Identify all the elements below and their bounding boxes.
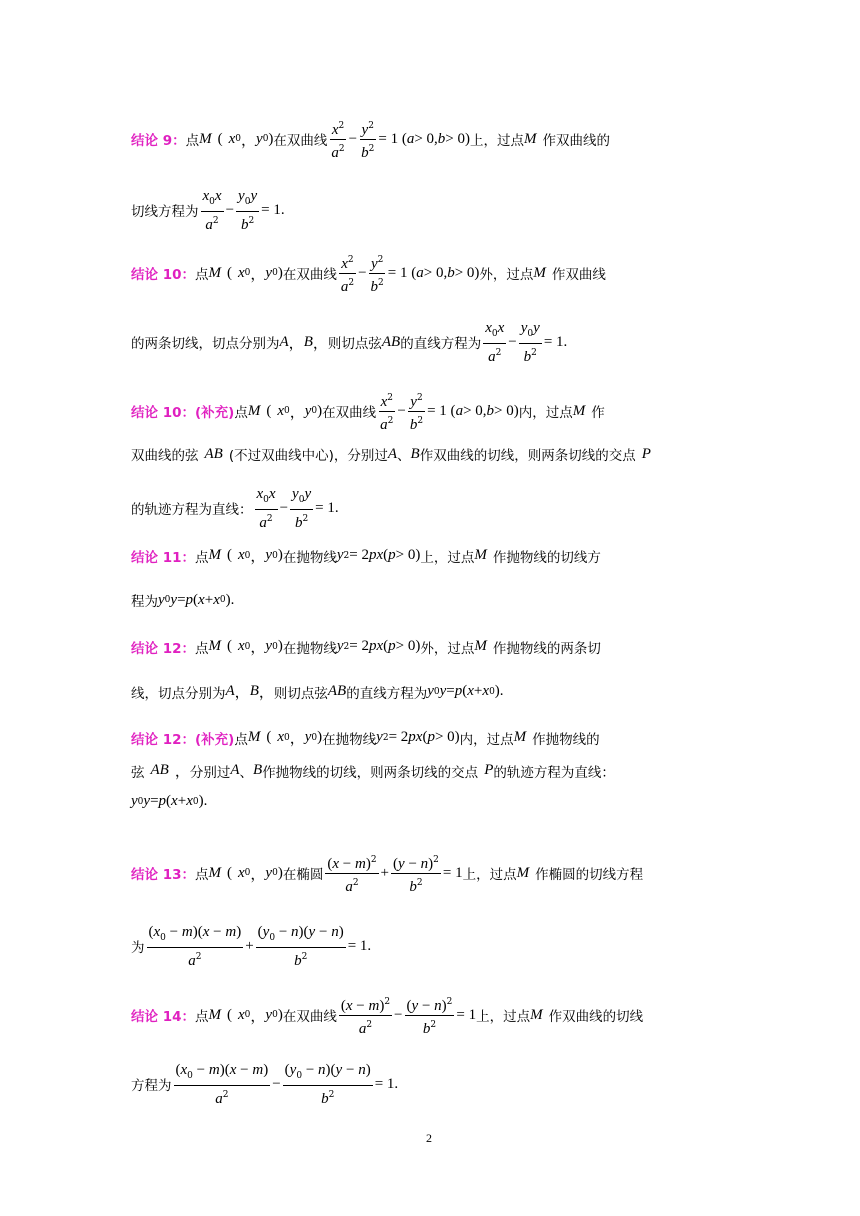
conclusion-label: 结论 10：(补充) — [131, 405, 235, 422]
fraction: $\frac{y_0y}{b^2}$ — [238, 188, 258, 233]
page-number: 2 — [426, 1131, 432, 1145]
fraction: $\frac{x^2}{a^2}$ — [339, 252, 356, 295]
fraction: $\frac{x_0x}{a^2}$ — [202, 188, 222, 233]
fraction: $\frac{y^2}{b^2}$ — [408, 390, 425, 433]
fraction: $\frac{(y_0 - n)(y - n)}{b^2}$ — [284, 1062, 371, 1107]
conclusion-label: 结论 12：(补充) — [131, 731, 235, 748]
conclusion-label: 结论 12： — [131, 640, 195, 657]
fraction: $\frac{(x_0 - m)(x - m)}{a^2}$ — [148, 924, 242, 969]
fraction: $\frac{y^2}{b^2}$ — [359, 118, 376, 161]
conclusion-label: 结论 11： — [131, 549, 195, 566]
fraction: $\frac{(x - m)^2}{a^2}$ — [339, 994, 392, 1037]
fraction: $\frac{(y_0 - n)(y - n)}{b^2}$ — [257, 924, 344, 969]
fraction: $\frac{x^2}{a^2}$ — [329, 118, 346, 161]
conclusion-label: 结论 14： — [131, 1009, 195, 1026]
fraction: $\frac{x_0x}{a^2}$ — [256, 486, 276, 531]
document-page: 结论 9： 点 M ( x 0 ， y 0 ) 在双曲线 $\frac{x^2}{a^2}$ − $\frac{y^2}{b^2}$ = 1 ( a > 0, b > 0) 上，过点 M 作双曲线的 切线方程为 $\frac{x_0x}{a^2}$ − $\frac{y_0y}{b^2}$ = 1 . 结论 10： 点 M ( x 0 ， y 0 ) 在双曲线 $\frac{x^2}{a^2}$ − $\frac{y^2}{b^2}$ = 1 ( a > 0, b > 0) 外，过点 M 作双曲线 的两条切线，切点分别为 A ， B ， 则切点弦 AB 的直线方程为 $\frac{x_0x}{a^2}$ − $\frac{y_0y}{b^2}$ = 1 . 结论 10：(补充) 点 M ( x 0 ， y 0 ) 在双曲线 $\frac{x^2}{a^2}$ − $\frac{y^2}{b^2}$ = 1 ( a > 0, b > 0) 内，过点 M 作 双曲线的弦 AB (不过双曲线中心)，分别过 A 、 B 作双曲线的切线，则两条切线的交点 P 的轨迹方程为直线： $\frac{x_0x}{a^2}$ − $\frac{y_0y}{b^2}$ = 1 . 结论 11： 点 M ( x 0 ， y 0 ) 在抛物线 y 2 = 2 px ( p > 0) 上，过点 M 作抛物线的切线方 程为 y 0 y = p ( x + x 0 ) . 结论 12： 点 M ( x 0 ， y 0 ) 在抛物线 y 2 = 2 px ( p > 0) 外，过点 M 作抛物线的两条切 线，切点分别为 A ， B ， 则切点弦 AB 的直线方程为 y 0 y = p ( x + x 0 ) . 结论 12：(补充) 点 M ( x 0 ， y 0 ) 在抛物线 y 2 = 2 px ( p > 0) 内，过点 M 作抛物线的 弦 AB ， 分别过 A 、 B 作抛物线的切线，则两条切线的交点 P 的轨迹方程为直线： y 0 y = p ( x + x 0 ) . 结论 13： 点 M ( x 0 ， y 0 ) 在椭圆 $\frac{(x - m)^2}{a^2}$ + $\frac{(y - n)^2}{b^2}$ = 1 上，过点 M 作椭圆的切线方程 为 $\frac{(x_0 - m)(x - m)}{a^2}$ + $\frac{(y_0 - n)(y - n)}{b^2}$ = 1 . 结论 14： 点 M ( x 0 ， y 0 ) 在双曲线 $\frac{(x - m)^2}{a^2}$ − $\frac{(y - n)^2}{b^2}$ = 1 上，过点 M 作双曲线的切线 方程为 $\frac{(x_0 - m)(x - m)}{a^2}$ − $\frac{(y_0 - n)(y - n)}{b^2}$ = 1 . 2 — [0, 0, 860, 1216]
fraction: $\frac{y_0y}{b^2}$ — [292, 486, 312, 531]
conclusion-label: 结论 13： — [131, 867, 195, 884]
conclusion-label: 结论 10： — [131, 267, 195, 284]
fraction: $\frac{(x_0 - m)(x - m)}{a^2}$ — [175, 1062, 269, 1107]
fraction: $\frac{y^2}{b^2}$ — [369, 252, 386, 295]
fraction: $\frac{(x - m)^2}{a^2}$ — [325, 852, 378, 895]
fraction: $\frac{(y - n)^2}{b^2}$ — [405, 994, 455, 1037]
fraction: $\frac{x_0x}{a^2}$ — [485, 320, 505, 365]
fraction: $\frac{(y - n)^2}{b^2}$ — [391, 852, 441, 895]
fraction: $\frac{x^2}{a^2}$ — [378, 390, 395, 433]
conclusion-label: 结论 9： — [131, 133, 186, 150]
fraction: $\frac{y_0y}{b^2}$ — [520, 320, 540, 365]
